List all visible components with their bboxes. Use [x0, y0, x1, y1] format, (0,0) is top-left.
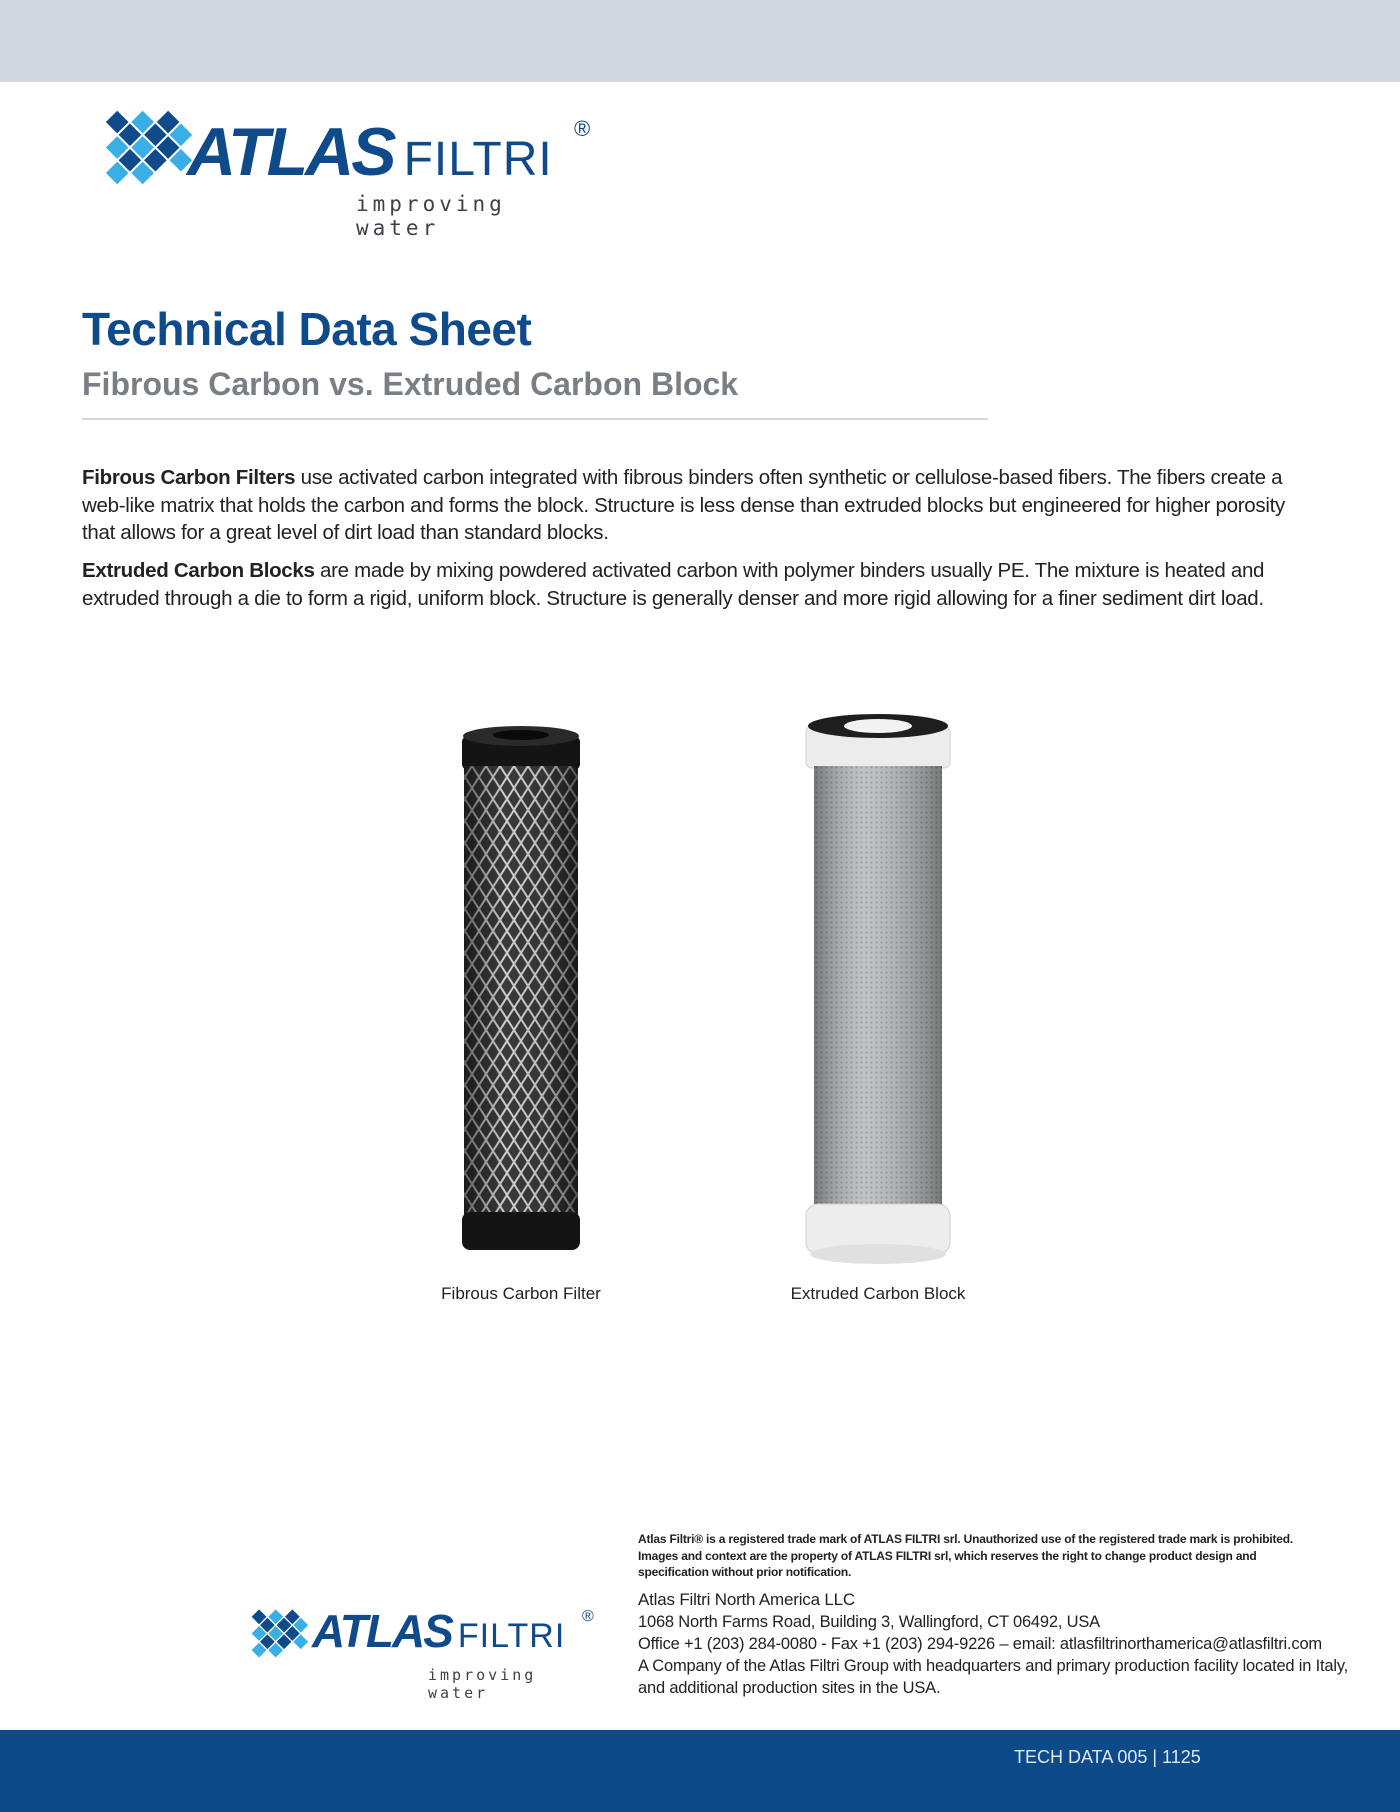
company-name: Atlas Filtri North America LLC — [638, 1590, 855, 1609]
bottom-band — [0, 1730, 1400, 1812]
logo-name-part1: ATLAS — [187, 114, 394, 190]
caption-extruded: Extruded Carbon Block — [790, 1284, 966, 1303]
fibrous-term: Fibrous Carbon Filters — [82, 466, 296, 489]
extruded-text: are made by mixing powdered activated carbon with polymer binders usually PE. The mixture is heated and extruded through a die to form a rigid, uniform block. Structure is generally denser and more rigid allowing for a finer sediment dirt load. — [82, 559, 1265, 610]
company-phone-email: Office +1 (203) 284-0080 - Fax +1 (203) 294-9226 – email: atlasfiltrinorthamerica@atlasfiltri.com — [638, 1635, 1322, 1653]
logo-name-part2: FILTRI — [403, 133, 553, 186]
extruded-carbon-block-image — [804, 710, 952, 1266]
logo-mark-icon — [82, 94, 192, 218]
top-band — [0, 0, 1400, 82]
footer-logo-name-part2: FILTRI — [457, 1617, 566, 1655]
page-title: Technical Data Sheet — [82, 303, 532, 355]
footer-logo — [236, 1598, 598, 1702]
page-subtitle: Fibrous Carbon vs. Extruded Carbon Block — [82, 366, 739, 402]
footer-logo-wordmark — [312, 1605, 566, 1657]
logo-wordmark — [187, 114, 553, 190]
company-address: 1068 North Farms Road, Building 3, Wallingford, CT 06492, USA — [638, 1613, 1100, 1631]
title-divider — [82, 418, 988, 420]
contact-block — [638, 1589, 1358, 1699]
company-about-line-1: A Company of the Atlas Filtri Group with headquarters and primary production facility located in Italy, — [638, 1657, 1349, 1675]
logo-tagline: improving water — [356, 192, 506, 240]
legal-notice: Atlas Filtri® is a registered trade mark of ATLAS FILTRI srl. Unauthorized use of the registered trade mark is prohibited. Images and context are the property of ATLAS FILTRI srl, which reserves the right to change product design and specification without prior notification. — [638, 1532, 1294, 1579]
company-about-line-2: and additional production sites in the USA. — [638, 1679, 941, 1697]
registered-mark: ® — [574, 116, 591, 141]
footer-logo-mark-icon — [236, 1598, 308, 1680]
document-code: TECH DATA 005 | 1125 — [1014, 1747, 1201, 1767]
fibrous-carbon-filter-image — [458, 722, 584, 1258]
caption-fibrous: Fibrous Carbon Filter — [441, 1284, 601, 1303]
fibrous-text: use activated carbon integrated with fibrous binders often synthetic or cellulose-based fibers. The fibers create a web-like matrix that holds the carbon and forms the block. Structure is less dense than extruded blocks but engineered for higher porosity that allows for a great level of dirt load than standard blocks. — [82, 466, 1285, 544]
fibrous-description — [82, 464, 1322, 547]
footer-registered-mark: ® — [582, 1608, 594, 1625]
footer-logo-tagline: improving water — [428, 1666, 537, 1702]
company-logo — [82, 94, 602, 240]
extruded-description — [82, 557, 1322, 612]
extruded-term: Extruded Carbon Blocks — [82, 559, 315, 582]
footer-logo-name-part1: ATLAS — [312, 1605, 452, 1657]
